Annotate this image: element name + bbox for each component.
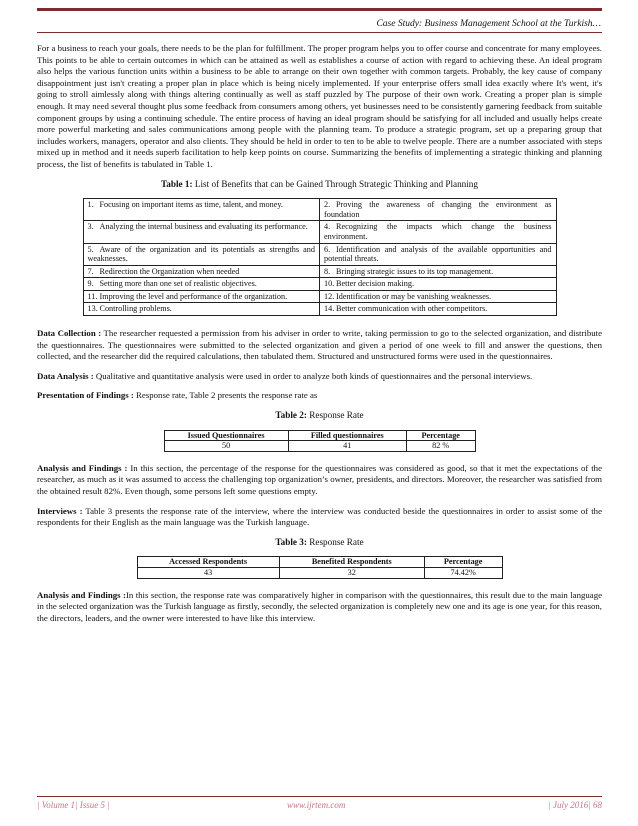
benefit-cell bbox=[83, 290, 320, 303]
benefit-text: Improving the level and performance of the organization. bbox=[99, 291, 288, 301]
benefits-row bbox=[83, 290, 556, 303]
table2-caption bbox=[37, 410, 602, 422]
benefit-cell bbox=[320, 290, 557, 303]
footer-volume-issue: | Volume 1| Issue 5 | bbox=[37, 800, 110, 810]
benefit-cell bbox=[83, 265, 320, 278]
article-body bbox=[37, 43, 602, 632]
interviews-text: Table 3 presents the response rate of the interview, where the interview was conducted beside the questionnaires in order to assist some of the respondents for their English as the main language was the Turkish language. bbox=[37, 505, 602, 528]
benefit-text: Better decision making. bbox=[336, 279, 414, 289]
benefit-text: Aware of the organization and its potentials as strengths and weaknesses. bbox=[87, 244, 315, 264]
analysis-findings-text: In this section, the percentage of the response for the questionnaires was considered as good, so that it met the expectations of the researcher, as much as it was assumed to access the challenging top organization’s owner, presidents, and directors. Moreover, the researcher was satisfied from the obtained result 82%. Even though, some persons left some questions empty. bbox=[37, 462, 602, 496]
benefit-text: Recognizing the impacts which change the business environment. bbox=[324, 222, 552, 241]
table3-caption bbox=[37, 537, 602, 549]
presentation-paragraph bbox=[37, 390, 602, 402]
analysis-findings-paragraph-2 bbox=[37, 590, 602, 625]
interviews-lead: Interviews : bbox=[37, 505, 83, 516]
table3-header: Benefited Respondents bbox=[279, 557, 424, 568]
table3-caption-text: Response Rate bbox=[306, 536, 364, 547]
footer-website-link[interactable]: www.ijrtem.com bbox=[287, 800, 346, 810]
benefit-cell bbox=[320, 278, 557, 291]
table3-caption-label: Table 3: bbox=[275, 536, 307, 547]
benefits-row bbox=[83, 221, 556, 243]
benefit-number: 8. bbox=[324, 266, 331, 276]
analysis-findings-lead: Analysis and Findings : bbox=[37, 589, 126, 600]
data-analysis-text: Qualitative and quantitative analysis were used in order to analyze both kinds of questionnaires and the personal interviews. bbox=[93, 370, 533, 381]
benefit-number: 3. bbox=[87, 222, 94, 232]
table3-cell: 74.42% bbox=[424, 567, 502, 578]
benefit-text: Identification and analysis of the available opportunities and potential threats. bbox=[324, 244, 552, 264]
benefit-cell bbox=[320, 303, 557, 316]
response-rate-table bbox=[164, 430, 476, 452]
data-analysis-paragraph bbox=[37, 371, 602, 383]
table1-caption-text: List of Benefits that can be Gained Through Strategic Thinking and Planning bbox=[192, 178, 478, 189]
benefit-text: Bringing strategic issues to its top management. bbox=[336, 266, 494, 276]
benefit-number: 5. bbox=[87, 244, 94, 254]
benefit-cell bbox=[83, 303, 320, 316]
intro-paragraph: For a business to reach your goals, there needs to be the plan for fulfillment. The proper program helps you to offer course and concentrate for many employees. This points to be able to certain outcomes in which can be attained as well as establishes a course of action with regard to achieving these. An ideal program also helps the various function units within a business to be able to arrange on their own together with common targets. Probably, the key cause of company disappointment just isn't creating a proper plan in place which is being nicely implemented. If your enterprise offers small idea exactly where It's went, it's going to stroll aimlessly along with things altering continually as well as staff puzzled by The purpose of their own work. Creating a proper plan is simple enough. It may need several thought plus some feedback from consumers among others, yet businesses need to be consistently garnering feedback from suitable component groups by using a continuing schedule. The entire process of having an ideal program should be satisfying for all included and usually helps create more powerful marketing and sales communications among people with the planning team. To produce a strategic program, set up a preparing group that includes workers, managers, operator and also clients. They should be held in order to ten to be able to twelve people. There are a number associated with steps mixed up in method and it needs superb facilitation to help keep points on course. Summarizing the benefits of implementing a strategic thinking and planning process, the list of benefits is tabulated in Table 1. bbox=[37, 43, 602, 169]
table3-cell: 32 bbox=[279, 567, 424, 578]
benefit-cell bbox=[83, 221, 320, 243]
table2-header: Issued Questionnaires bbox=[164, 430, 288, 441]
benefit-text: Better communication with other competitors. bbox=[336, 304, 488, 314]
benefit-text: Focusing on important items as time, talent, and money. bbox=[99, 200, 283, 210]
benefit-number: 2. bbox=[324, 200, 331, 210]
benefit-cell bbox=[83, 199, 320, 221]
table2-header: Filled questionnaires bbox=[288, 430, 406, 441]
benefit-text: Controlling problems. bbox=[99, 304, 172, 314]
table1-caption bbox=[37, 179, 602, 191]
data-collection-paragraph bbox=[37, 328, 602, 363]
table2-header: Percentage bbox=[406, 430, 475, 441]
benefit-number: 14. bbox=[324, 304, 335, 314]
benefit-number: 6. bbox=[324, 244, 331, 254]
data-collection-text: The researcher requested a permission from his adviser in order to write, taking permission to go to the selected organization, and distribute the questionnaires. The questionnaires were submitted to the selected organization and given a period of one week to fill and answer the questions, then collected, and the researcher did the required calculations, then tabulated them. Structured and unstructured forms were used in the questionnaires. bbox=[37, 328, 602, 362]
benefit-cell bbox=[83, 243, 320, 265]
benefit-cell bbox=[83, 278, 320, 291]
interview-response-table bbox=[137, 556, 503, 578]
benefit-text: Setting more than one set of realistic objectives. bbox=[99, 279, 257, 289]
table2-header-row bbox=[164, 430, 475, 441]
table3-header-row bbox=[137, 557, 502, 568]
table3-cell: 43 bbox=[137, 567, 279, 578]
data-analysis-lead: Data Analysis : bbox=[37, 370, 94, 381]
table2-cell: 41 bbox=[288, 441, 406, 452]
benefits-row bbox=[83, 303, 556, 316]
benefits-row bbox=[83, 199, 556, 221]
benefit-cell bbox=[320, 265, 557, 278]
benefit-number: 4. bbox=[324, 222, 331, 232]
table3-header: Accessed Respondents bbox=[137, 557, 279, 568]
table2-cell: 50 bbox=[164, 441, 288, 452]
benefits-table bbox=[83, 198, 557, 316]
benefit-cell bbox=[320, 243, 557, 265]
analysis-findings-paragraph-1 bbox=[37, 463, 602, 498]
data-collection-lead: Data Collection : bbox=[37, 328, 102, 339]
benefit-number: 11. bbox=[87, 291, 98, 301]
header-bar bbox=[37, 8, 602, 11]
table1-caption-label: Table 1: bbox=[160, 178, 193, 189]
benefit-number: 9. bbox=[87, 279, 94, 289]
benefit-number: 12. bbox=[324, 291, 335, 301]
benefit-text: Identification or may be vanishing weaknesses. bbox=[336, 291, 492, 301]
benefit-cell bbox=[320, 221, 557, 243]
benefit-number: 1. bbox=[87, 200, 94, 210]
footer-rule bbox=[37, 796, 602, 797]
benefit-number: 13. bbox=[87, 304, 98, 314]
presentation-lead: Presentation of Findings : bbox=[37, 390, 134, 401]
benefits-row bbox=[83, 243, 556, 265]
benefit-cell bbox=[320, 199, 557, 221]
footer-date-page: | July 2016| 68 bbox=[548, 800, 602, 810]
table3-header: Percentage bbox=[424, 557, 502, 568]
benefit-number: 10. bbox=[324, 279, 335, 289]
table2-caption-label: Table 2: bbox=[275, 410, 307, 421]
benefit-text: Proving the awareness of changing the environment as foundation bbox=[324, 200, 552, 219]
benefit-number: 7. bbox=[87, 266, 94, 276]
analysis-findings-lead: Analysis and Findings : bbox=[37, 462, 128, 473]
table2-caption-text: Response Rate bbox=[306, 410, 364, 421]
benefits-row bbox=[83, 265, 556, 278]
header-rule bbox=[37, 32, 602, 33]
benefit-text: Redirection the Organization when needed bbox=[99, 266, 240, 276]
table2-value-row bbox=[164, 441, 475, 452]
running-title: Case Study: Business Management School at the Turkish… bbox=[376, 19, 601, 29]
presentation-text: Response rate, Table 2 presents the response rate as bbox=[133, 390, 318, 401]
analysis-findings-text: In this section, the response rate was comparatively higher in comparison with the questionnaires, this result due to the main language in the selected organization was the Turkish language as firstly, secondly, the selected organization is completely new one and its age is one year, for this reason, the directors, leaders, and the owner were interested to have like this interview. bbox=[37, 589, 602, 623]
table2-cell: 82 % bbox=[406, 441, 475, 452]
interviews-paragraph bbox=[37, 506, 602, 529]
benefits-row bbox=[83, 278, 556, 291]
benefit-text: Analyzing the internal business and evaluating its performance. bbox=[99, 222, 308, 232]
table3-value-row bbox=[137, 567, 502, 578]
